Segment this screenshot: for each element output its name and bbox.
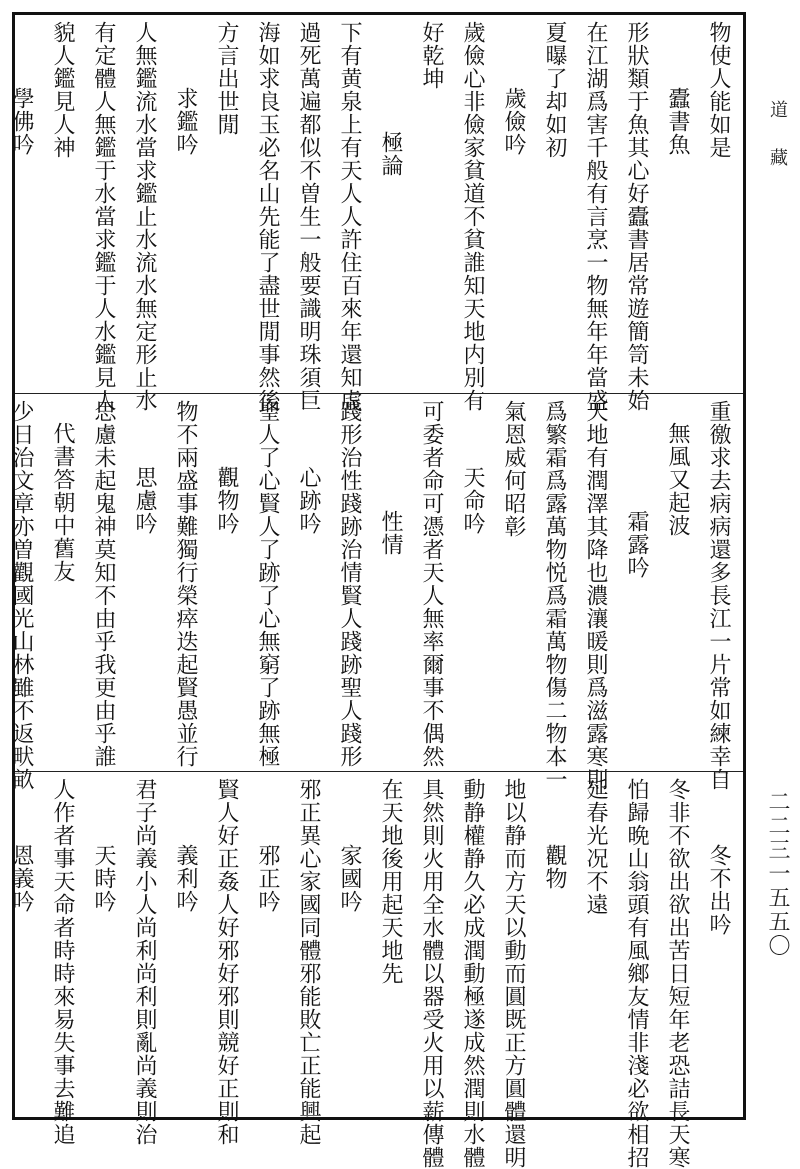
text-panel-bottom bbox=[9, 771, 743, 1169]
column-group bbox=[0, 21, 737, 412]
text-column: 物使人能如是 bbox=[706, 21, 731, 159]
poem-title-column: 義利吟 bbox=[173, 844, 198, 913]
poem-title-column: 恩義吟 bbox=[9, 844, 34, 913]
poem-title-column: 蠹書魚 bbox=[665, 87, 690, 156]
text-column: 下有黄泉上有天人人許住百來年還知虛 bbox=[337, 21, 362, 412]
text-column: 形狀類于魚其心好蠹書居常遊簡笥未始 bbox=[624, 21, 649, 412]
column-group bbox=[0, 400, 737, 791]
poem-title-column: 學佛吟 bbox=[9, 87, 34, 156]
text-column: 方言出世閒 bbox=[214, 21, 239, 136]
text-column: 夏曝了却如初 bbox=[542, 21, 567, 159]
poem-title-column: 觀物吟 bbox=[214, 466, 239, 535]
text-column: 踐形治性踐跡治情賢人踐跡聖人踐形 bbox=[337, 400, 362, 768]
text-column: 動静權静久必成潤動極遂成然潤則水體 bbox=[460, 778, 485, 1169]
text-column: 可委者命可憑者天人無率爾事不偶然 bbox=[419, 400, 444, 768]
text-column: 海如求良玉必名山先能了盡世閒事然後 bbox=[255, 21, 280, 412]
poem-title-column: 求鑑吟 bbox=[173, 87, 198, 156]
text-column: 具然則火用全水體以器受火用以薪傳體 bbox=[419, 778, 444, 1169]
text-column: 在江湖爲害千般有言烹一物無年年當盛 bbox=[583, 21, 608, 412]
poem-title-column: 家國吟 bbox=[337, 844, 362, 913]
text-column: 聖人了心賢人了跡了心無窮了跡無極 bbox=[255, 400, 280, 768]
poem-title-column: 極論 bbox=[378, 131, 403, 177]
text-column: 怕歸晩山翁頭有風鄉友情非淺必欲相招 bbox=[624, 778, 649, 1169]
text-column: 地以静而方天以動而圓既正方圓體還明 bbox=[501, 778, 526, 1169]
poem-title-column: 無風又起波 bbox=[665, 422, 690, 537]
poem-title-column: 霜露吟 bbox=[624, 510, 649, 579]
text-column: 冬非不欲出欲出苦日短年老恐詰長天寒 bbox=[665, 778, 690, 1169]
text-column: 過死萬遍都似不曽生一般要識明珠須巨 bbox=[296, 21, 321, 412]
text-column: 貌人鑑見人神 bbox=[50, 21, 75, 159]
text-column: 邪正異心家國同體邪能敗亡正能興起 bbox=[296, 778, 321, 1146]
text-column: 有定體人無鑑于水當求鑑于人水鑑見人 bbox=[91, 21, 116, 412]
text-column: 重徼求去病病還多長江一片常如練幸自 bbox=[706, 400, 731, 791]
text-column: 少日治文章亦曽觀國光山林雖不返畎畝 bbox=[9, 400, 34, 791]
poem-title-column: 冬不出吟 bbox=[706, 844, 731, 936]
text-column: 歲儉心非儉家貧道不貧誰知天地内別有 bbox=[460, 21, 485, 412]
poem-title-column: 性情 bbox=[378, 510, 403, 556]
collection-title: 道藏 bbox=[767, 100, 788, 196]
text-column: 君子尚義小人尚利尚利則亂尚義則治 bbox=[132, 778, 157, 1146]
text-panel-middle bbox=[9, 393, 743, 791]
poem-title-column: 觀物 bbox=[542, 844, 567, 890]
text-panel-top bbox=[9, 15, 743, 412]
page-frame bbox=[9, 12, 746, 1169]
poem-title-column: 心跡吟 bbox=[296, 466, 321, 535]
text-column: 好乾坤 bbox=[419, 21, 444, 90]
text-column: 爲繁霜爲露萬物悦爲霜萬物傷二物本一 bbox=[542, 400, 567, 791]
poem-title-column: 歲儉吟 bbox=[501, 87, 526, 156]
text-column: 賢人好正姦人好邪好邪則競好正則和 bbox=[214, 778, 239, 1146]
text-column: 在天地後用起天地先 bbox=[378, 778, 403, 985]
page-number: 二二三一五五〇 bbox=[765, 790, 790, 958]
poem-title-column: 思慮吟 bbox=[132, 466, 157, 535]
poem-title-column: 天時吟 bbox=[91, 844, 116, 913]
text-column: 人無鑑流水當求鑑止水流水無定形止水 bbox=[132, 21, 157, 412]
column-group bbox=[0, 778, 737, 1169]
text-column: 延春光况不遠 bbox=[583, 778, 608, 916]
poem-title-column: 邪正吟 bbox=[255, 844, 280, 913]
poem-title-column: 代書答朝中舊友 bbox=[50, 422, 75, 583]
text-column: 天地有潤澤其降也濃瀼暖則爲滋露寒則 bbox=[583, 400, 608, 791]
text-column: 氣恩威何昭彰 bbox=[501, 400, 526, 538]
text-column: 思慮未起鬼神莫知不由乎我更由乎誰 bbox=[91, 400, 116, 768]
poem-title-column: 天命吟 bbox=[460, 466, 485, 535]
text-column: 人作者事天命者時時來易失事去難追 bbox=[50, 778, 75, 1146]
page-margin bbox=[752, 0, 800, 1135]
text-column: 物不兩盛事難獨行榮瘁迭起賢愚並行 bbox=[173, 400, 198, 768]
